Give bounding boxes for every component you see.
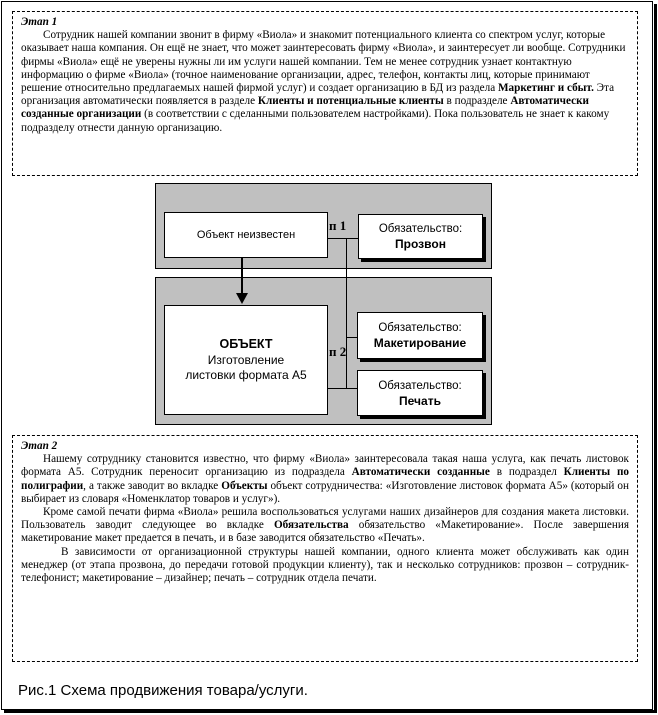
obligation-label: Обязательство: — [378, 379, 462, 392]
stage2-bold-polygraphy: Клиенты по полиграфии — [21, 466, 629, 492]
object-box — [164, 305, 328, 415]
stage2-text-part: , а также заводит во вкладке — [83, 479, 222, 492]
unknown-object-box — [164, 212, 328, 258]
unknown-object-label: Объект неизвестен — [196, 229, 296, 241]
stage1-text-part: Эта организация автоматически появляется в разделе — [21, 82, 615, 108]
stage2-text-part: обязательство «Макетирование». После завершения макетирование макет предается в печать, и в базе заводится обязательство «Печать». — [21, 519, 629, 545]
stage2-paragraph-2 — [21, 506, 629, 546]
arrow-down-icon — [236, 293, 248, 305]
stage1-text-part: (в соответствии с сделанными пользователем настройками). Пока пользователь не знает к какому подразделу отнести данную организацию. — [21, 108, 610, 134]
stage1-title: Этап 1 — [21, 16, 58, 28]
frame-shadow-bottom — [4, 710, 657, 713]
obligation-call-name: Прозвон — [395, 237, 446, 251]
object-title: ОБЪЕКТ — [219, 337, 273, 351]
p1-label: п 1 — [329, 218, 347, 233]
stage2-bold-obligations: Обязательства — [273, 519, 349, 532]
object-line1: Изготовление — [207, 353, 285, 367]
stage2-paragraph-1 — [21, 453, 629, 506]
obligation-layout-name: Макетирование — [373, 336, 467, 350]
obligation-layout-box — [357, 312, 483, 359]
stage2-bold-auto: Автоматически созданные — [351, 466, 490, 479]
stage2-text-part: в подраздел — [489, 466, 564, 479]
figure-caption: Рис.1 Схема продвижения товара/услуги. — [18, 682, 308, 699]
connector-object-to-print — [328, 388, 357, 389]
stage1-bold-auto: Автоматически созданные организации — [21, 95, 589, 121]
stage1-bold-clients: Клиенты и потенциальные клиенты — [257, 95, 444, 108]
stage1-text-part: Сотрудник нашей компании звонит в фирму «Виола» и знакомит потенциального клиента со спектром услуг, которые оказывает наша компания. Он ещё не знает, что может заинтересовать фирму «Виола», и заинтересует ли вообще. Сотрудники фирмы «Виола» ещё не уверены нужны ли им услуги нашей компании. Тем не менее сотрудник узнает контактную информацию о фирме «Виола» (точное наименование организации, адрес, телефон, контакты лиц, которые принимают решение относительно предлагаемых нашей фирмой услуг) и создает организацию в БД из раздела — [21, 29, 626, 95]
p2-label: п 2 — [329, 344, 347, 359]
frame-shadow-right — [654, 4, 657, 713]
connector-vertical — [346, 238, 347, 388]
connector-to-layout — [346, 337, 357, 338]
connector-unknown-to-p1 — [328, 238, 358, 239]
arrow-shaft — [241, 258, 243, 296]
stage1-text-part: в подразделе — [443, 95, 511, 108]
obligation-label: Обязательство: — [378, 322, 462, 334]
obligation-print-name: Печать — [399, 393, 441, 408]
stage2-bold-objects: Объекты — [221, 479, 268, 492]
stage2-title: Этап 2 — [21, 440, 58, 452]
stage1-bold-marketing: Маркетинг и сбыт. — [497, 82, 594, 95]
stage1-textbox — [12, 11, 638, 176]
stage2-paragraph-3: В зависимости от организационной структуры нашей компании, одного клиента может обслуживать как один менеджер (от этапа прозвона, до передачи готовой продукции клиенту), так и несколько сотрудников: прозвон – сотрудник-телефонист; макетирование – дизайнер; печать – сотрудник отдела печати. — [21, 545, 629, 585]
obligation-label: Обязательство: — [378, 223, 463, 235]
obligation-call-box — [358, 214, 483, 259]
stage1-paragraph — [21, 29, 629, 135]
stage2-text-part: объект сотрудничества: «Изготовление листовок формата А5» (который он выбирает из словаря «Номенклатор товаров и услуг»). — [21, 479, 629, 505]
stage2-textbox — [12, 435, 638, 662]
obligation-print-box — [357, 370, 483, 416]
stage2-text-part: Кроме самой печати фирма «Виола» решила воспользоваться услугами наших дизайнеров для создания макета листовки. Пользователь заводит следующее во вкладке — [21, 506, 629, 532]
object-line2: листовки формата А5 — [185, 368, 307, 382]
stage2-text-part: Нашему сотруднику становится известно, что фирму «Виола» заинтересовала такая наша услуга, как печать листовок формата А5. Сотрудник переносит организацию из подраздела — [21, 453, 629, 479]
